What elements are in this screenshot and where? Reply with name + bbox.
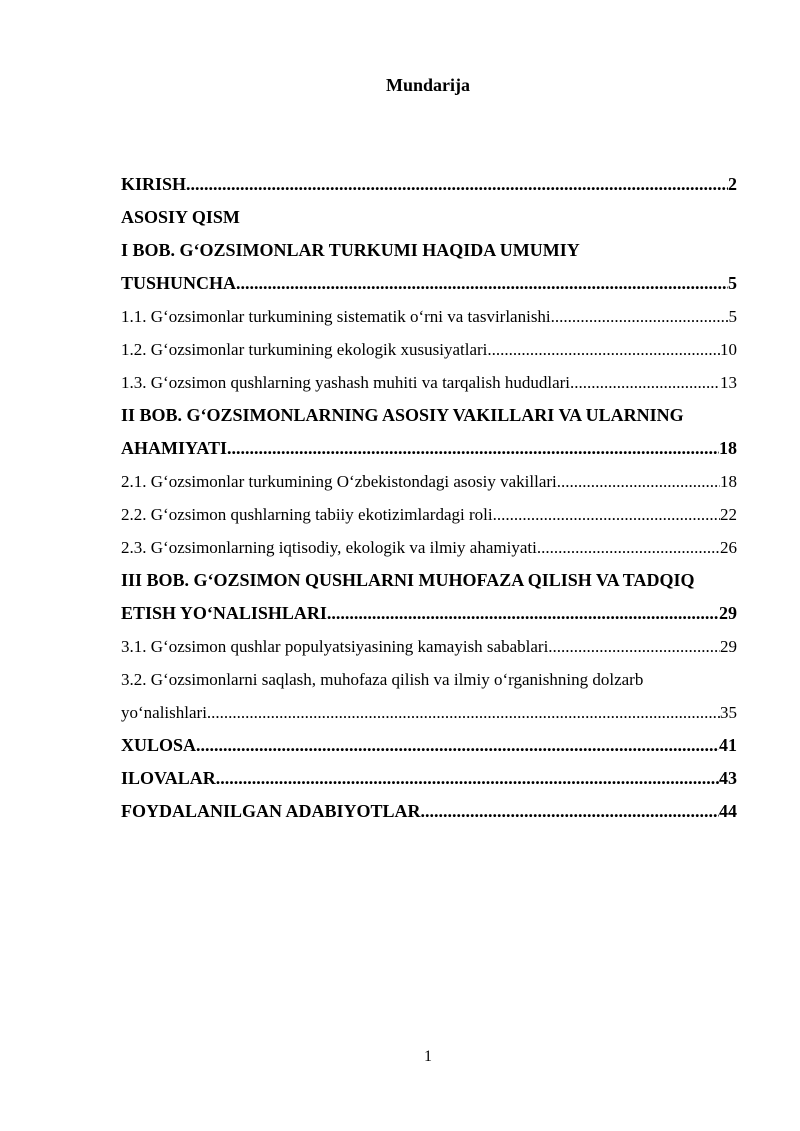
dot-leader bbox=[207, 696, 720, 729]
toc-entry-label: ILOVALAR bbox=[121, 768, 216, 788]
toc-page-number: 29 bbox=[719, 603, 737, 623]
toc-section-1-3[interactable] bbox=[121, 366, 737, 399]
toc-page-number: 10 bbox=[720, 340, 737, 359]
toc-page-number: 29 bbox=[720, 637, 737, 656]
toc-entry-ilovalar[interactable] bbox=[121, 762, 737, 795]
dot-leader bbox=[186, 168, 728, 201]
toc-entry-label: FOYDALANILGAN ADABIYOTLAR bbox=[121, 801, 421, 821]
toc-entry-kirish[interactable] bbox=[121, 168, 737, 201]
toc-chapter-2-line1[interactable]: II BOB. G‘OZSIMONLARNING ASOSIY VAKILLARI VA ULARNING bbox=[121, 405, 684, 425]
toc-entry-label: 2.1. G‘ozsimonlar turkumining O‘zbekistondagi asosiy vakillari bbox=[121, 472, 557, 491]
toc-page-number: 26 bbox=[720, 538, 737, 557]
toc-entry-label: XULOSA bbox=[121, 735, 197, 755]
toc-section-2-2[interactable] bbox=[121, 498, 737, 531]
toc-section-3-2-line1[interactable]: 3.2. G‘ozsimonlarni saqlash, muhofaza qilish va ilmiy o‘rganishning dolzarb bbox=[121, 670, 644, 689]
toc-entry-label: yo‘nalishlari bbox=[121, 703, 207, 722]
toc-entry-label: 2.3. G‘ozsimonlarning iqtisodiy, ekologik va ilmiy ahamiyati bbox=[121, 538, 537, 557]
dot-leader bbox=[570, 366, 720, 399]
toc-page-number: 41 bbox=[719, 735, 737, 755]
toc-section-2-1[interactable] bbox=[121, 465, 737, 498]
table-of-contents bbox=[121, 168, 737, 828]
toc-entry-label: TUSHUNCHA bbox=[121, 273, 237, 293]
toc-page-number: 18 bbox=[719, 438, 737, 458]
toc-section-2-3[interactable] bbox=[121, 531, 737, 564]
toc-page-number: 22 bbox=[720, 505, 737, 524]
dot-leader bbox=[227, 432, 719, 465]
toc-chapter-3-line2[interactable] bbox=[121, 597, 737, 630]
toc-chapter-1-line2[interactable] bbox=[121, 267, 737, 300]
dot-leader bbox=[493, 498, 720, 531]
toc-page-number: 44 bbox=[719, 801, 737, 821]
toc-section-1-2[interactable] bbox=[121, 333, 737, 366]
page-number: 1 bbox=[424, 1048, 432, 1065]
dot-leader bbox=[548, 630, 720, 663]
toc-entry-label: 2.2. G‘ozsimon qushlarning tabiiy ekotizimlardagi roli bbox=[121, 505, 493, 524]
toc-page-number: 35 bbox=[720, 703, 737, 722]
toc-page-number: 18 bbox=[720, 472, 737, 491]
toc-page-number: 43 bbox=[719, 768, 737, 788]
dot-leader bbox=[236, 267, 728, 300]
toc-chapter-2-line2[interactable] bbox=[121, 432, 737, 465]
toc-page-number: 5 bbox=[728, 307, 737, 326]
dot-leader bbox=[421, 795, 719, 828]
toc-entry-label: 3.1. G‘ozsimon qushlar populyatsiyasining kamayish sabablari bbox=[121, 637, 549, 656]
toc-entry-label: 1.1. G‘ozsimonlar turkumining sistematik o‘rni va tasvirlanishi bbox=[121, 307, 551, 326]
dot-leader bbox=[551, 300, 729, 333]
toc-entry-label: AHAMIYATI bbox=[121, 438, 228, 458]
toc-entry-label: 1.3. G‘ozsimon qushlarning yashash muhiti va tarqalish hududlari bbox=[121, 373, 571, 392]
toc-section-1-1[interactable] bbox=[121, 300, 737, 333]
toc-chapter-1-line1[interactable]: I BOB. G‘OZSIMONLAR TURKUMI HAQIDA UMUMIY bbox=[121, 240, 580, 260]
dot-leader bbox=[327, 597, 719, 630]
dot-leader bbox=[196, 729, 719, 762]
toc-page-number: 13 bbox=[720, 373, 737, 392]
dot-leader bbox=[487, 333, 720, 366]
toc-chapter-3-line1[interactable]: III BOB. G‘OZSIMON QUSHLARNI MUHOFAZA QILISH VA TADQIQ bbox=[121, 570, 695, 590]
dot-leader bbox=[557, 465, 720, 498]
toc-entry-label: 1.2. G‘ozsimonlar turkumining ekologik xususiyatlari bbox=[121, 340, 488, 359]
toc-section-3-2-line2[interactable] bbox=[121, 696, 737, 729]
toc-page-number: 5 bbox=[728, 273, 737, 293]
page-title: Mundarija bbox=[385, 75, 470, 95]
toc-entry-label: ETISH YO‘NALISHLARI bbox=[121, 603, 327, 623]
dot-leader bbox=[537, 531, 720, 564]
toc-entry-adabiyotlar[interactable] bbox=[121, 795, 737, 828]
toc-entry-label: KIRISH bbox=[121, 174, 187, 194]
toc-section-3-1[interactable] bbox=[121, 630, 737, 663]
dot-leader bbox=[216, 762, 719, 795]
toc-entry-xulosa[interactable] bbox=[121, 729, 737, 762]
toc-heading-asosiy-qism: ASOSIY QISM bbox=[121, 207, 240, 227]
toc-page-number: 2 bbox=[728, 174, 737, 194]
